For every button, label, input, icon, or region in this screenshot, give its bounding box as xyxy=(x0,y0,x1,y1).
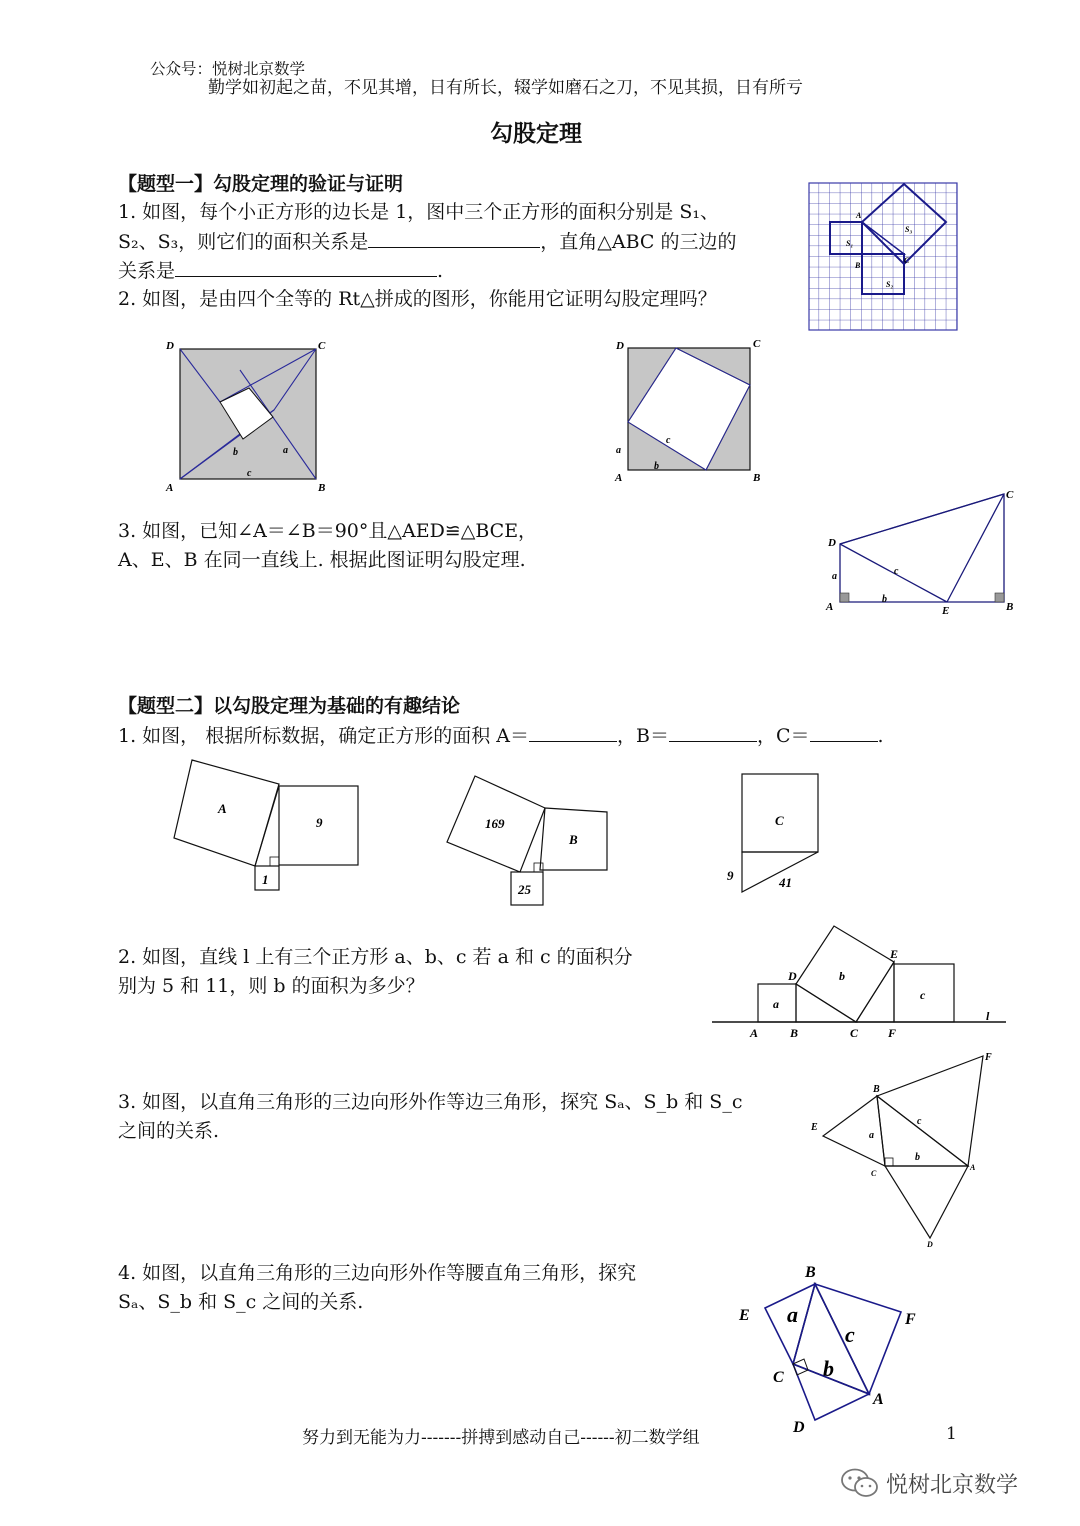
line-label-A: A xyxy=(750,1026,759,1040)
account-label: 公众号：悦树北京数学 xyxy=(150,60,306,78)
s1-q1-text-b: ，直角△ABC 的三边的 xyxy=(540,231,737,253)
pinwheel-label-b: b xyxy=(233,447,238,458)
eq-label-A: A xyxy=(970,1163,976,1172)
eq-label-C: C xyxy=(871,1169,877,1178)
motto: 勤学如初起之苗，不见其增，日有所长，辍学如磨石之刀，不见其损，日有所亏 xyxy=(208,78,803,98)
answer-blank-area-relation[interactable] xyxy=(368,227,540,248)
sqA-label-9: 9 xyxy=(316,815,323,830)
sqC-label-9: 9 xyxy=(727,868,734,883)
s2-q1-text-a: 1. 如图， 根据所标数据，确定正方形的面积 A＝ xyxy=(118,725,529,747)
sqC-label-41: 41 xyxy=(779,875,792,890)
s1-q1-text-c: 关系是 xyxy=(118,260,176,282)
trap-label-A: A xyxy=(826,601,834,613)
grid-label-A: A xyxy=(856,211,862,220)
s1-q3-line1: 3. 如图，已知∠A＝∠B＝90°且△AED≌△BCE， xyxy=(118,520,538,542)
line-squares-figure xyxy=(710,920,1010,1044)
iso-label-A: A xyxy=(873,1391,884,1408)
line-label-D: D xyxy=(788,969,797,983)
sqB-label-B: B xyxy=(569,832,578,847)
trapezoid-figure xyxy=(822,486,1022,618)
iso-label-b: b xyxy=(823,1356,834,1381)
line-label-a: a xyxy=(773,997,779,1011)
trap-label-B: B xyxy=(1006,601,1014,613)
eq-label-c: c xyxy=(917,1116,922,1127)
iso-label-E: E xyxy=(739,1307,750,1324)
squares-C-figure xyxy=(722,772,832,896)
trap-label-E: E xyxy=(942,605,950,617)
answer-blank-side-relation[interactable] xyxy=(175,256,437,277)
s1-q1-text-a: S₂、S₃，则它们的面积关系是 xyxy=(118,231,369,253)
pinwheel-label-A: A xyxy=(166,482,174,494)
pinwheel-label-a: a xyxy=(283,445,288,456)
eq-label-b: b xyxy=(915,1152,920,1163)
s2-q1-text-end: . xyxy=(877,725,884,747)
squares-A-figure xyxy=(170,756,370,896)
iso-label-c: c xyxy=(845,1322,855,1347)
iso-label-D: D xyxy=(793,1419,805,1436)
wechat-icon xyxy=(840,1466,880,1500)
s1-q1-line1: 1. 如图，每个小正方形的边长是 1，图中三个正方形的面积分别是 S₁、 xyxy=(118,201,719,223)
iso-label-B: B xyxy=(805,1264,816,1281)
page-number: 1 xyxy=(946,1424,957,1444)
corner-watermark xyxy=(840,1466,1018,1500)
pinwheel-label-D: D xyxy=(166,340,174,352)
s1-q3-line2: A、E、B 在同一直线上. 根据此图证明勾股定理. xyxy=(118,549,526,571)
line-label-l: l xyxy=(986,1009,990,1023)
grid-label-s3: S₃ xyxy=(905,225,913,234)
line-label-F: F xyxy=(888,1026,897,1040)
tilted-label-c: c xyxy=(666,435,671,446)
trap-label-D: D xyxy=(828,537,836,549)
eq-label-B: B xyxy=(873,1084,880,1095)
sqB-label-25: 25 xyxy=(518,882,531,897)
s2-q1-text-b: ，B＝ xyxy=(616,725,669,747)
tilted-label-C: C xyxy=(753,338,761,350)
s2-q3-line1: 3. 如图，以直角三角形的三边向形外作等边三角形，探究 Sₐ、S_b 和 S_c xyxy=(118,1091,743,1113)
iso-label-a: a xyxy=(787,1302,798,1327)
pinwheel-figure xyxy=(160,335,340,497)
iso-label-C: C xyxy=(773,1369,784,1386)
eq-label-a: a xyxy=(869,1130,874,1141)
sqC-label-C: C xyxy=(775,813,784,828)
grid-label-C: C xyxy=(904,256,910,265)
line-label-C: C xyxy=(850,1026,859,1040)
isosceles-figure xyxy=(735,1260,935,1438)
eq-label-E: E xyxy=(811,1122,818,1133)
eq-label-D: D xyxy=(927,1240,933,1249)
page-title: 勾股定理 xyxy=(490,121,582,147)
pinwheel-label-C: C xyxy=(318,340,326,352)
grid-label-B: B xyxy=(855,261,861,270)
tilted-label-a: a xyxy=(616,445,621,456)
s2-q2-line2: 别为 5 和 11，则 b 的面积为多少？ xyxy=(118,975,425,997)
trap-label-a: a xyxy=(832,571,837,582)
sqB-label-169: 169 xyxy=(485,816,505,831)
watermark-text: 悦树北京数学 xyxy=(886,1472,1019,1498)
pinwheel-label-B: B xyxy=(318,482,326,494)
s2-q4-line1: 4. 如图，以直角三角形的三边向形外作等腰直角三角形，探究 xyxy=(118,1262,637,1284)
iso-label-F: F xyxy=(905,1311,916,1328)
grid-label-s1: S₁ xyxy=(846,239,854,248)
line-label-E: E xyxy=(890,947,899,961)
trap-label-C: C xyxy=(1006,489,1014,501)
s1-q1-line2 xyxy=(118,227,737,256)
line-label-B: B xyxy=(790,1026,799,1040)
tilted-label-A: A xyxy=(615,472,623,484)
s2-q1 xyxy=(118,721,884,750)
sqA-label-A: A xyxy=(218,801,227,816)
answer-blank-A[interactable] xyxy=(529,721,617,742)
tilted-label-B: B xyxy=(753,472,761,484)
trap-label-c: c xyxy=(894,566,899,577)
equilateral-figure xyxy=(805,1050,995,1250)
pinwheel-label-c: c xyxy=(247,468,252,479)
section-2-heading: 【题型二】以勾股定理为基础的有趣结论 xyxy=(118,695,461,717)
s1-q1-line3 xyxy=(118,256,443,285)
grid-label-s2: S₂ xyxy=(886,280,894,289)
footer-slogan: 努力到无能为力-------拼搏到感动自己------初二数学组 xyxy=(302,1428,700,1448)
s2-q3-line2: 之间的关系. xyxy=(118,1120,220,1142)
tilted-label-D: D xyxy=(616,340,624,352)
answer-blank-C[interactable] xyxy=(810,721,878,742)
trap-label-b: b xyxy=(882,594,887,605)
eq-label-F: F xyxy=(985,1052,992,1063)
line-label-b: b xyxy=(839,969,845,983)
s2-q2-line1: 2. 如图，直线 l 上有三个正方形 a、b、c 若 a 和 c 的面积分 xyxy=(118,946,633,968)
line-label-c: c xyxy=(920,988,926,1002)
section-1-heading: 【题型一】勾股定理的验证与证明 xyxy=(118,173,404,195)
s2-q4-line2: Sₐ、S_b 和 S_c 之间的关系. xyxy=(118,1291,364,1313)
tilted-label-b: b xyxy=(654,461,659,472)
sqA-label-1: 1 xyxy=(262,872,269,887)
tilted-square-figure xyxy=(610,335,770,485)
squares-B-figure xyxy=(445,772,615,908)
s2-q1-text-c: ，C＝ xyxy=(756,725,810,747)
grid-figure xyxy=(808,182,960,332)
answer-blank-B[interactable] xyxy=(669,721,757,742)
s1-q1-text-d: . xyxy=(437,260,444,282)
s1-q2: 2. 如图，是由四个全等的 Rt△拼成的图形，你能用它证明勾股定理吗？ xyxy=(118,288,717,310)
